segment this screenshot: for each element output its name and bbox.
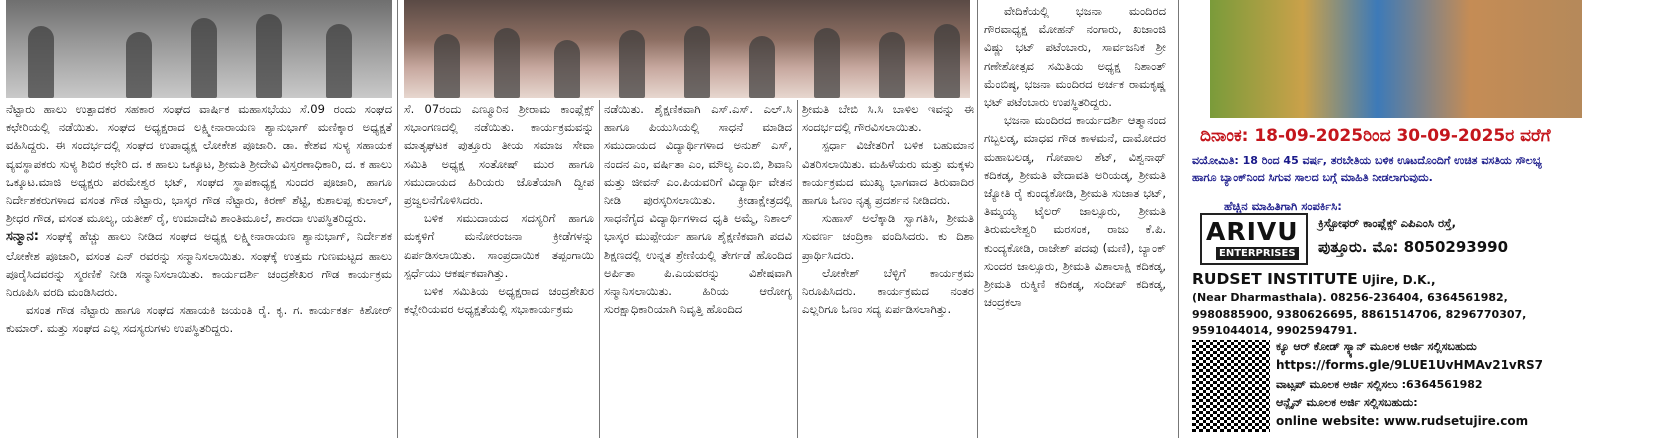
online-apply-text: ಆನ್ಲೈನ್ ಮೂಲಕ ಅರ್ಜಿ ಸಲ್ಲಿಸಬಹುದು:: [1276, 396, 1418, 409]
column-divider: [977, 0, 978, 438]
rudset-phones: (Near Dharmasthala). 08256-236404, 6364561982, 9980885900, 9380626695, 8861514706, 8296770307, 9591044014, 9902594791.: [1192, 291, 1527, 337]
website-link[interactable]: online website: www.rudsetujire.com: [1276, 414, 1529, 428]
column-divider: [1178, 0, 1179, 438]
ad-contact-heading: ಹೆಚ್ಚಿನ ಮಾಹಿತಿಗಾಗಿ ಸಂಪರ್ಕಿಸಿ:: [1224, 199, 1342, 213]
column-divider: [797, 100, 798, 438]
ad-age-limit: ವಯೋಮಿತಿ: 18 ರಿಂದ 45 ವರ್ಷ, ತರಬೇತಿಯ ಬಳಿಕ ಊಟದೊಂದಿಗೆ ಉಚಿತ ವಸತಿಯ ಸೌಲಭ್ಯ ಹಾಗೂ ಬ್ಯಾಂಕ್‌ನಿಂದ ಸಿಗುವ ಸಾಲದ ಬಗ್ಗೆ ಮಾಹಿತಿ ನೀಡಲಾಗುವುದು.: [1192, 154, 1542, 184]
article-2-paragraph-3: ಬಳಿಕ ಸಮಿತಿಯ ಅಧ್ಯಕ್ಷರಾದ ಚಂದ್ರಶೇಖರ ಕಲ್ಲೇರಿಯವರ ಅಧ್ಯಕ್ಷತೆಯಲ್ಲಿ ಸಭಾಕಾರ್ಯಕ್ರಮ: [404, 284, 594, 317]
rudset-location: Ujire, D.K.,: [1357, 273, 1436, 287]
article-1-paragraph-3: ವಸಂತ ಗೌಡ ನೆಟ್ಟಾರು ಹಾಗೂ ಸಂಘದ ಸಹಾಯಕಿ ಜಯಂತಿ ರೈ. ಕೃ. ಗ. ಕಾರ್ಯಕರ್ತ ಕಿಶೋರ್ ಕುಮಾರ್. ಮತ್ತು ಸಂಘದ ಎಲ್ಲ ಸದಸ್ಯರುಗಳು ಉಪಸ್ಥಿತರಿದ್ದರು.: [6, 303, 392, 336]
article-5-paragraph-1: ವೇದಿಕೆಯಲ್ಲಿ ಭಜನಾ ಮಂದಿರದ ಗೌರವಾಧ್ಯಕ್ಷ ಮೋಹನ್ ನಂಗಾರು, ಖಜಾಂಜಿ ವಿಷ್ಣು ಭಟ್ ಪಟೆಂಬಾರು, ಸಾರ್ವಜನಿಕ ಶ್ರೀ ಗಣೇಶೋತ್ಸವ ಸಮಿತಿಯ ಅಧ್ಯಕ್ಷ ನಿಶಾಂತ್ ಮೆಂಬಿಷ್ಠ, ಭಜನಾ ಮಂದಿರದ ಅರ್ಚಕ ರಾಮಕೃಷ್ಣ ಭಟ್ ಪಟೆಂಬಾರು ಉಪಸ್ಥಿತರಿದ್ದರು.: [984, 4, 1166, 110]
arivu-logo-subtext: ENTERPRISES: [1216, 247, 1299, 260]
article-5-paragraph-2: ಭಜನಾ ಮಂದಿರದ ಕಾರ್ಯದರ್ಶಿ ಆತ್ಮಾನಂದ ಗಬ್ಬಲಡ್ಕ, ಮಾಧವ ಗೌಡ ಕಾಳಮನೆ, ದಾಮೋದರ ಮಹಾಬಲಡ್ಕ, ಗೋಪಾಲ ಶೆಟ್, ವಿಶ್ವನಾಥ್ ಕದಿಕಡ್ಕ, ಶ್ರೀಮತಿ ವೇದಾವತಿ ಅರಿಯಡ್ಕ, ಶ್ರೀಮತಿ ಜ್ಯೋತಿ ರೈ ಕುಂದ್ಯಕೋಡಿ, ಶ್ರೀಮತಿ ಸುಜಾತ ಭಟ್, ತಿಮ್ಮಯ್ಯ ಟೈಲರ್ ಜಾಲ್ಸೂರು, ಶ್ರೀಮತಿ ತಿರುಮಲೇಶ್ವರಿ ಮರಸಂಕ, ರಾಜು ಕೆ.ಪಿ. ಕುಂದ್ಯಕೋಡಿ, ರಾಜೇಶ್ ಪದವು (ಮಣಿ), ಬ್ಯಾಂಕ್ ಸುಂದರ ಜಾಲ್ಸೂರು, ಶ್ರೀಮತಿ ವಿಶಾಲಾಕ್ಷಿ ಕದಿಕಡ್ಕ, ಶ್ರೀಮತಿ ರುಕ್ಮಿಣಿ ಕದಿಕಡ್ಕ, ಸಂದೀಪ್ ಕದಿಕಡ್ಕ, ಚಂದ್ರಕಲಾ: [984, 113, 1166, 310]
qr-code: [1192, 340, 1270, 432]
article-1-paragraph-2: ಸಂಘಕ್ಕೆ ಹೆಚ್ಚು ಹಾಲು ನೀಡಿದ ಸಂಘದ ಅಧ್ಯಕ್ಷ ಲಕ್ಷ್ಮೀನಾರಾಯಣ ಶ್ಯಾನುಭಾಗ್, ನಿರ್ದೇಶಕ ಲೋಕೇಶ ಪೂಜಾರಿ, ವಸಂತ ಎನ್ ರವರನ್ನು ಸನ್ಮಾನಿಸಲಾಯಿತು. ಸಂಘಕ್ಕೆ ಉತ್ತಮ ಗುಣಮಟ್ಟದ ಹಾಲು ಪೂರೈಸಿದವರನ್ನು ಸ್ಮರಣಿಕೆ ನೀಡಿ ಸನ್ಮಾನಿಸಲಾಯಿತು. ಕಾರ್ಯದರ್ಶಿ ಚಂದ್ರಶೇಖರ ಗೌಡ ಕಾರ್ಯಕ್ರಮ ನಿರೂಪಿಸಿ ವರದಿ ಮಂಡಿಸಿದರು.: [6, 229, 392, 300]
article-2-paragraph-2: ಬಳಿಕ ಸಮುದಾಯದ ಸದಸ್ಯರಿಗೆ ಹಾಗೂ ಮಕ್ಕಳಿಗೆ ಮನೋರಂಜನಾ ಕ್ರೀಡೆಗಳನ್ನು ಏರ್ಪಡಿಸಲಾಯಿತು. ಸಾಂಪ್ರದಾಯಿಕ ತಪ್ಪಂಗಾಯಿ ಸ್ಪರ್ಧೆಯು ಆಕರ್ಷಕವಾಗಿತ್ತು.: [404, 211, 594, 280]
article-3-paragraph-1: ನಡೆಯಿತು. ಶೈಕ್ಷಣಿಕವಾಗಿ ಎಸ್.ಎಸ್. ಎಲ್.ಸಿ ಹಾಗೂ ಪಿಯುಸಿಯಲ್ಲಿ ಸಾಧನೆ ಮಾಡಿದ ಸಮುದಾಯದ ವಿದ್ಯಾರ್ಥಿಗಳಾದ ಅನುಶ್ ಎಸ್, ನಂದನ ಎಂ, ವರ್ಷಿತಾ ಎಂ, ಮೌಲ್ಯ ಎಂ.ಬಿ, ಶಿವಾನಿ ಮತ್ತು ಜೀವನ್ ಎಂ.ಪಿಯವರಿಗೆ ವಿದ್ಯಾರ್ಥಿ ವೇತನ ನೀಡಿ ಪುರಸ್ಕರಿಸಲಾಯಿತು. ಕ್ರೀಡಾಕ್ಷೇತ್ರದಲ್ಲಿ ಸಾಧನೆಗೈದ ವಿದ್ಯಾರ್ಥಿಗಳಾದ ಧೃತಿ ಅಮ್ಮೆ, ನಿಶಾಲ್ ಭಾಸ್ಕರ ಮುಪ್ಪೇರ್ಯ ಹಾಗೂ ಶೈಕ್ಷಣಿಕವಾಗಿ ಪದವಿ ಶಿಕ್ಷಣದಲ್ಲಿ ಉನ್ನತ ಶ್ರೇಣಿಯಲ್ಲಿ ತೇರ್ಗಡೆ ಹೊಂದಿದ ಅರ್ಪಿತಾ ಪಿ.ಎಯವರನ್ನು ವಿಶೇಷವಾಗಿ ಸನ್ಮಾನಿಸಲಾಯಿತು. ಹಿರಿಯ ಆರೋಗ್ಯ ಸುರಕ್ಷಾಧಿಕಾರಿಯಾಗಿ ನಿವೃತ್ತಿ ಹೊಂದಿದ: [604, 102, 792, 317]
ad-phone: ಪುತ್ತೂರು. ಮೊ: 8050293990: [1318, 238, 1509, 256]
column-divider: [599, 100, 600, 438]
column-divider: [397, 0, 398, 438]
form-link[interactable]: https://forms.gle/9LUE1UvHMAv21vRS7: [1276, 358, 1543, 372]
article-column-5: [984, 0, 1166, 438]
rudset-name: RUDSET INSTITUTE: [1192, 270, 1358, 288]
ad-dates: ದಿನಾಂಕ: 18-09-2025ರಿಂದ 30-09-2025ರ ವರೆಗೆ: [1200, 126, 1551, 146]
qr-scan-text: ಕ್ಯೂ ಆರ್ ಕೋಡ್ ಸ್ಕ್ಯಾನ್ ಮೂಲಕ ಅರ್ಜಿ ಸಲ್ಲಿಸಬಹುದು: [1276, 340, 1477, 353]
rudset-title: [1192, 270, 1436, 288]
sanmana-label: ಸನ್ಮಾನ:: [6, 229, 39, 245]
article-4-paragraph-2: ಸ್ಪರ್ಧಾ ವಿಜೇತರಿಗೆ ಬಳಿಕ ಬಹುಮಾನ ವಿತರಿಸಲಾಯಿತು. ಮಹಿಳೆಯರು ಮತ್ತು ಮಕ್ಕಳು ಕಾರ್ಯಕ್ರಮದ ಮುಖ್ಯ ಭಾಗವಾದ ತಿರುವಾದಿರ ಹಾಗೂ ಓಣಂ ನೃತ್ಯ ಪ್ರದರ್ಶನ ನೀಡಿದರು.: [802, 138, 974, 208]
article-column-4: [802, 0, 974, 438]
article-4-paragraph-3: ಸುಹಾಸ್ ಅಲೆಕ್ಕಾಡಿ ಸ್ವಾಗತಿಸಿ, ಶ್ರೀಮತಿ ಸುವರ್ಣ ಚಂದ್ರಿಕಾ ವಂದಿಸಿದರು. ಕು ದಿಶಾ ಪ್ರಾರ್ಥಿಸಿದರು.: [802, 211, 974, 262]
article-4-paragraph-4: ಲೋಕೇಶ್ ಬೆಳ್ಳಿಗೆ ಕಾರ್ಯಕ್ರಮ ನಿರೂಪಿಸಿದರು. ಕಾರ್ಯಕ್ರಮದ ನಂತರ ಎಲ್ಲರಿಗೂ ಓಣಂ ಸದ್ಯ ಏರ್ಪಡಿಸಲಾಗಿತ್ತು.: [802, 265, 974, 317]
article-1-paragraph-1: ನೆಟ್ಟಾರು ಹಾಲು ಉತ್ಪಾದಕರ ಸಹಕಾರ ಸಂಘದ ವಾರ್ಷಿಕ ಮಹಾಸಭೆಯು ಸೆ.09 ರಂದು ಸಂಘದ ಕಛೇರಿಯಲ್ಲಿ ನಡೆಯಿತು. ಸಂಘದ ಅಧ್ಯಕ್ಷರಾದ ಲಕ್ಷ್ಮೀನಾರಾಯಣ ಶ್ಯಾನುಭಾಗ್ ಮಣಿಕ್ಕಾರ ಅಧ್ಯಕ್ಷತೆ ವಹಿಸಿದ್ದರು. ಈ ಸಂದರ್ಭದಲ್ಲಿ ಸಂಘದ ಉಪಾಧ್ಯಕ್ಷ ಲೋಕೇಶ ಪೂಜಾರಿ. ಡಾ. ಕೇಶವ ಸುಳ್ಯ ಸಹಾಯಕ ವ್ಯವಸ್ಥಾಪಕರು ಸುಳ್ಯ ಶಿಬಿರ ಕಛೇರಿ ದ. ಕ ಹಾಲು ಒಕ್ಕೂಟ, ಶ್ರೀಮತಿ ಶ್ರೀದೇವಿ ವಿಸ್ತರಣಾಧಿಕಾರಿ, ದ. ಕ ಹಾಲು ಒಕ್ಕೂಟ.ಮಾಜಿ ಅಧ್ಯಕ್ಷರು ಪರಮೇಶ್ವರ ಭಟ್, ಸಂಘದ ಸ್ಥಾಪಕಾಧ್ಯಕ್ಷ ಸುಂದರ ಪೂಜಾರಿ, ಹಾಗೂ ನಿರ್ದೇಶಕರುಗಳಾದ ವಸಂತ ಗೌಡ ನೆಟ್ಟಾರು, ಭಾಸ್ಕರ ಗೌಡ ನೆಟ್ಟಾರು, ಕಿರಣ್ ಶೆಟ್ಟಿ, ಕುಶಾಲಪ್ಪ ಕುಲಾಲ್, ಶ್ರೀಧರ ಗೌಡ, ವಸಂತ ಮೂಲ್ಯ, ಯತೀಶ್ ರೈ, ಉಮಾದೇವಿ ಶಾಂತಿಮೂಲೆ, ಶಾರದಾ ಉಪಸ್ಥಿತರಿದ್ದರು.: [6, 102, 392, 226]
arivu-logo-text: ARIVU: [1206, 217, 1299, 246]
ad-address: ಕ್ರಿಸ್ಟೋಫರ್ ಕಾಂಪ್ಲೆಕ್ಸ್ ಎಪಿಎಂಸಿ ರಸ್ತೆ,: [1318, 216, 1456, 230]
rudset-advertisement: [1184, 0, 1661, 438]
article-2-paragraph-1: ಸೆ. 07ರಂದು ಎಣ್ಮೂರಿನ ಶ್ರೀರಾಮ ಕಾಂಪ್ಲೆಕ್ಸ್ ಸಭಾಂಗಣದಲ್ಲಿ ನಡೆಯಿತು. ಕಾರ್ಯಕ್ರಮವನ್ನು ಮಾತೃಘಟಕ ಪುತ್ತೂರು ತೀಯ ಸಮಾಜ ಸೇವಾ ಸಮಿತಿ ಅಧ್ಯಕ್ಷ ಸಂತೋಷ್ ಮುರ ಹಾಗೂ ಸಮುದಾಯದ ಹಿರಿಯರು ಜೊತೆಯಾಗಿ ದ್ವೀಪ ಪ್ರಜ್ವಲನೆಗೊಳಿಸಿದರು.: [404, 102, 594, 208]
article-column-3: [604, 0, 792, 438]
photo-milk-society-felicitation: [6, 0, 392, 98]
arivu-logo: [1200, 213, 1308, 265]
ad-banner-image: [1210, 0, 1582, 118]
whatsapp-text: ವಾಟ್ಸಪ್ ಮೂಲಕ ಅರ್ಜಿ ಸಲ್ಲಿಸಲು :6364561982: [1276, 378, 1483, 391]
article-4-paragraph-1: ಶ್ರೀಮತಿ ಬೇಬಿ ಸಿ.ಸಿ ಬಾಳಿಲ ಇವನ್ನು ಈ ಸಂದರ್ಭದಲ್ಲಿ ಗೌರವಿಸಲಾಯಿತು.: [802, 102, 974, 135]
article-column-1: [6, 0, 392, 438]
